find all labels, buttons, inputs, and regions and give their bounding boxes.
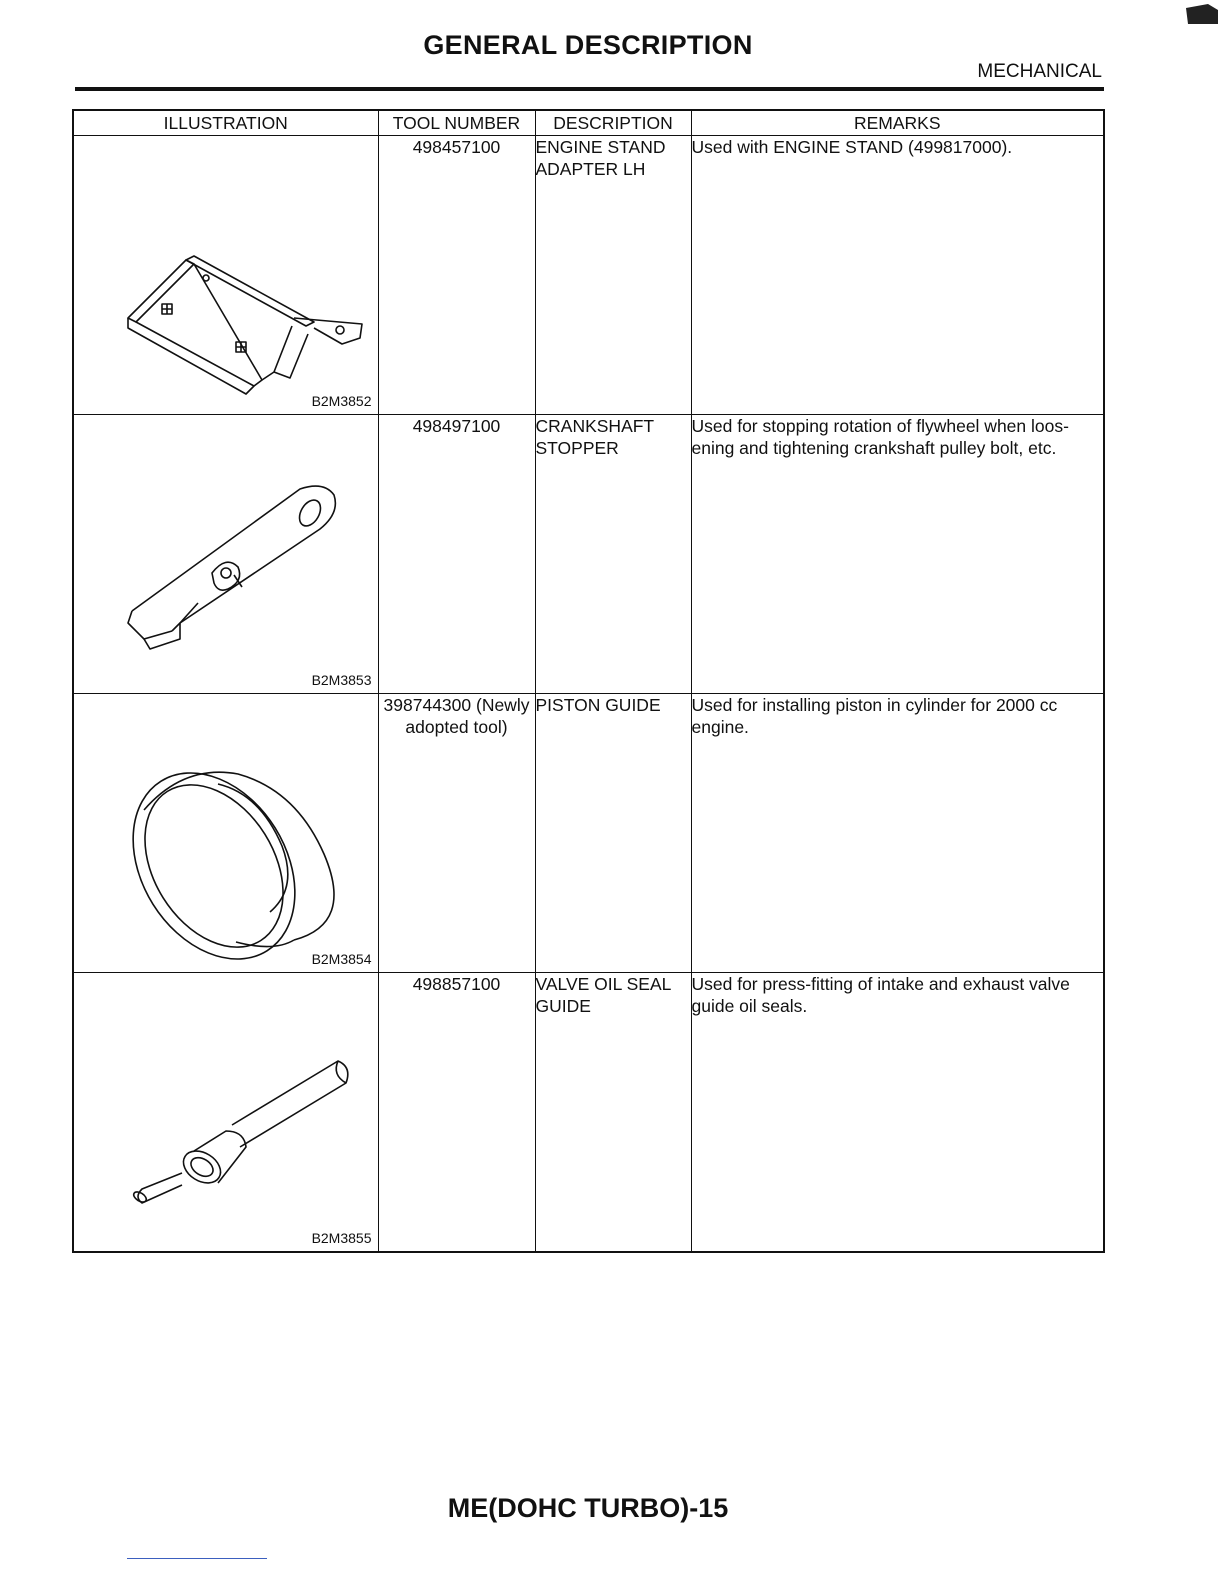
tool-number-cell: 498497100 (378, 415, 535, 694)
illustration-code: B2M3853 (311, 672, 372, 688)
tool-number-cell: 398744300 (Newly adopted tool) (378, 694, 535, 973)
corner-tab-mark (1178, 0, 1224, 26)
tool-number-cell: 498457100 (378, 136, 535, 415)
illustration-code: B2M3855 (311, 1229, 372, 1246)
illustration-code: B2M3854 (311, 951, 372, 967)
header-rule (75, 87, 1104, 91)
table-row (73, 415, 1104, 694)
table-row (73, 973, 1104, 1252)
illustration-code: B2M3852 (311, 393, 372, 409)
description-cell: CRANKSHAFT STOPPER (535, 415, 691, 694)
engine-stand-adapter-icon (114, 176, 344, 376)
illustration-cell (73, 973, 378, 1252)
illustration-cell (73, 415, 378, 694)
section-label: MECHANICAL (977, 61, 1102, 82)
remarks-cell: Used for press-fitting of intake and exhaust valve guide oil seals. (691, 973, 1104, 1252)
table-row (73, 694, 1104, 973)
description-cell: ENGINE STAND ADAPTER LH (535, 136, 691, 415)
table-header-row (73, 110, 1104, 136)
description-cell: PISTON GUIDE (535, 694, 691, 973)
crankshaft-stopper-icon (114, 455, 344, 655)
tool-number-cell: 498857100 (378, 973, 535, 1252)
header-remarks: REMARKS (691, 110, 1104, 136)
header-description: DESCRIPTION (535, 110, 691, 136)
remarks-cell: Used for stopping rotation of flywheel when loos-ening and tightening crankshaft pulley bolt, etc. (691, 415, 1104, 694)
header-illustration: ILLUSTRATION (73, 110, 378, 136)
table-row (73, 136, 1104, 415)
illustration-cell (73, 694, 378, 973)
valve-oil-seal-guide-icon (114, 1013, 344, 1213)
remarks-cell: Used with ENGINE STAND (499817000). (691, 136, 1104, 415)
piston-guide-icon (114, 734, 344, 954)
special-tools-table (72, 109, 1105, 1253)
remarks-cell: Used for installing piston in cylinder for 2000 cc engine. (691, 694, 1104, 973)
page-number-label: ME(DOHC TURBO)-15 (447, 1493, 729, 1523)
page-title: GENERAL DESCRIPTION (423, 30, 753, 60)
description-cell: VALVE OIL SEAL GUIDE (535, 973, 691, 1252)
illustration-cell (73, 136, 378, 415)
scan-edge-line (127, 1558, 267, 1559)
header-tool-number: TOOL NUMBER (378, 110, 535, 136)
